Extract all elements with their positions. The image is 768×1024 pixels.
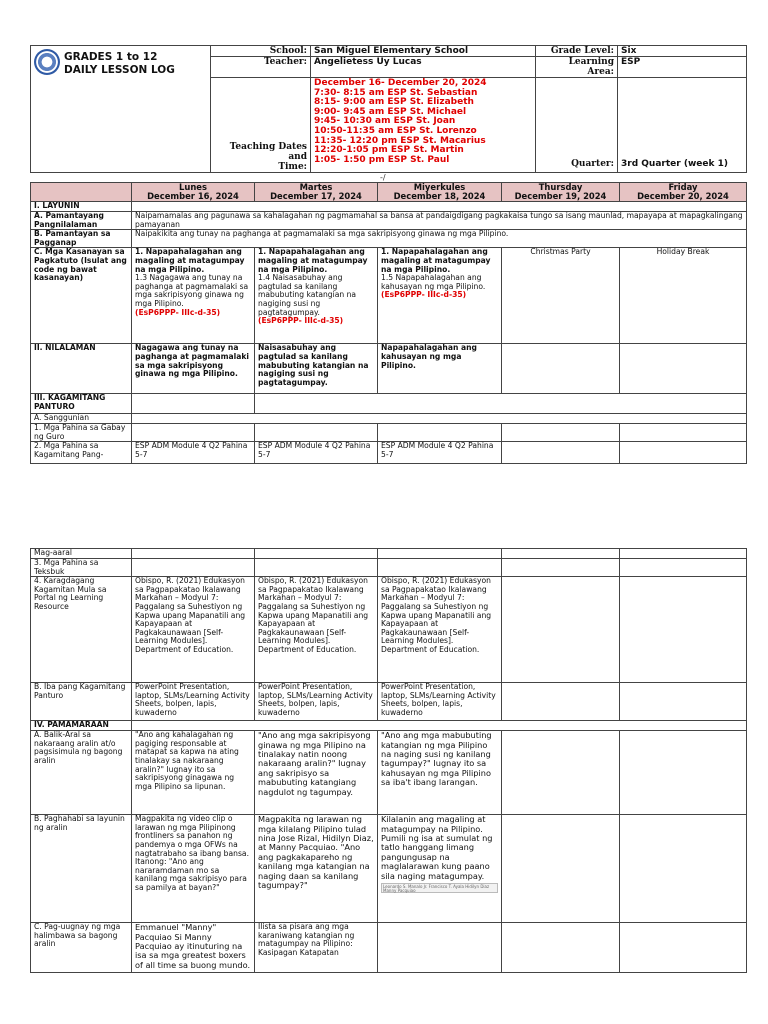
schedule-line: December 16- December 20, 2024 (314, 78, 487, 88)
learning-area-label: Learning Area: (536, 57, 618, 78)
grade-level-value: Six (618, 46, 747, 57)
pamantayang-label: A. Pamantayang Pangnilalaman (31, 212, 132, 230)
doc-title-line2: DAILY LESSON LOG (64, 64, 175, 76)
empty-cell (620, 923, 747, 973)
empty-cell (620, 815, 747, 923)
empty-cell (132, 559, 255, 577)
balik-aral-label: A. Balik-Aral sa nakaraang aralin at/o pagsisimula ng bagong aralin (31, 731, 132, 815)
pamamaraan-label: IV. PAMAMARAAN (31, 721, 132, 731)
paghahabi-label: B. Paghahabi sa layunin ng aralin (31, 815, 132, 923)
day-name: Lunes (179, 182, 207, 192)
empty-cell (255, 423, 378, 441)
empty-cell (502, 423, 620, 441)
day-header-wednesday (378, 183, 502, 202)
section-layunin: I. LAYUNIN (31, 202, 132, 212)
schedule-line: 11:35- 12:20 pm ESP St. Macarius (314, 135, 486, 146)
day-name: Miyerkules (413, 182, 466, 192)
day-date: December 16, 2024 (147, 191, 239, 201)
teacher-value: Angelietess Uy Lucas (311, 57, 536, 78)
schedule-line: 9:00- 9:45 am ESP St. Michael (314, 106, 467, 117)
paguugnay-value: Ilista sa pisara ang mga karaniwang katangian ng matagumpay na Pilipino: Kasipagan Katapatan (255, 923, 378, 973)
empty-cell (502, 344, 620, 394)
kasanayan-label-text: C. Mga Kasanayan sa Pagkatuto (Isulat ang code ng bawat kasanayan) (34, 247, 127, 283)
schedule-line: 8:15- 9:00 am ESP St. Elizabeth (314, 97, 474, 108)
paguugnay-value: Emmanuel "Manny" Pacquiao Si Manny Pacquiao ay itinuturing na isa sa mga greatest boxers of all time sa buong mundo. (132, 923, 255, 973)
schedule-line: 7:30- 8:15 am ESP St. Sebastian (314, 87, 478, 98)
school-label: School: (211, 46, 311, 57)
empty-cell (620, 683, 747, 721)
empty-cell (502, 442, 620, 464)
schedule-line: 10:50-11:35 am ESP St. Lorenzo (314, 125, 477, 136)
empty-cell (255, 394, 747, 414)
iba-value: PowerPoint Presentation, laptop, SLMs/Learning Activity Sheets, bolpen, lapis, kuwaderno (378, 683, 502, 721)
kasanayan-heading: 1. Napapahalagahan ang magaling at matagumpay na mga Pilipino. (381, 247, 491, 274)
empty-cell (132, 721, 747, 731)
competency-code: (EsP6PPP- IIIc-d-35) (381, 290, 467, 300)
kagamitang-label-continued: Mag-aaral (31, 549, 132, 559)
filipino-achievers-thumbnail: Leonardo S. Manalo Jr. Francisco T. Ayala Hidilyn Diaz Manny Pacquiao (381, 883, 498, 893)
kasanayan-heading: 1. Napapahalagahan ang magaling at matagumpay na mga Pilipino. (135, 247, 245, 274)
day-header-monday (132, 183, 255, 202)
paghahabi-value: Magpakita ng video clip o larawan ng mga Pilipinong frontliners sa panahon ng pandemya o mga OFWs na nagtatrabaho sa ibang bansa. Itanong: "Ano ang nararamdaman mo sa kanilang mga sakripisyo para sa pamilya at bayan?" (132, 815, 255, 923)
empty-cell (502, 577, 620, 683)
paghahabi-value: Kilalanin ang magaling at matagumpay na Pilipino. Pumili ng isa at sumulat ng tatlo hanggang limang pangungusap na maglalarawan kung paano sila naging matagumpay. (381, 814, 493, 881)
paguugnay-label: C. Pag-uugnay ng mga halimbawa sa bagong aralin (31, 923, 132, 973)
empty-cell (132, 394, 255, 414)
kasanayan-cell (132, 248, 255, 344)
day-header-thursday (502, 183, 620, 202)
empty-cell (132, 423, 255, 441)
kagamitang-value: ESP ADM Module 4 Q2 Pahina 5-7 (378, 442, 502, 464)
day-date: December 20, 2024 (637, 191, 729, 201)
nilalaman-cell: Napapahalagahan ang kahusayan ng mga Pilipino. (378, 344, 502, 394)
lesson-plan-table (30, 182, 747, 464)
document-title (64, 51, 175, 77)
empty-cell (502, 683, 620, 721)
empty-cell (502, 549, 620, 559)
balik-aral-value: "Ano ang mga sakripisyong ginawa ng mga Pilipino na tinalakay natin noong nakaraang aralin?" Iugnay ang sakripisyo sa mabubuting katangiang nagdulot ng tagumpay. (255, 731, 378, 815)
iba-value: PowerPoint Presentation, laptop, SLMs/Learning Activity Sheets, bolpen, lapis, kuwaderno (132, 683, 255, 721)
school-value: San Miguel Elementary School (311, 46, 536, 57)
karagdagang-value: Obispo, R. (2021) Edukasyon sa Pagpapakatao Ikalawang Markahan – Modyul 7: Paggalang sa Suhestiyon ng Kapwa upang Mapanatili ang Kapayapaan at Pagkakaunawaan [Self-Learning Modules]. Department of Education. (132, 577, 255, 683)
lesson-plan-table-continued (30, 548, 747, 973)
pagganap-label: B. Pamantayan sa Pagganap (31, 230, 132, 248)
empty-cell (378, 923, 502, 973)
empty-cell (132, 414, 747, 424)
kasanayan-cell (620, 248, 747, 344)
kagamitang-value: ESP ADM Module 4 Q2 Pahina 5-7 (255, 442, 378, 464)
iba-value: PowerPoint Presentation, laptop, SLMs/Learning Activity Sheets, bolpen, lapis, kuwaderno (255, 683, 378, 721)
kasanayan-body: 1.4 Naisasabuhay ang pagtulad sa kanilang mabubuting katangian na nagiging susi ng pagtatagumpay. (258, 273, 357, 317)
pagganap-text: Naipakikita ang tunay na paghanga at pagmamalaki sa mga sakripisyong ginawa ng mga Pilipino. (132, 230, 747, 248)
kagamitang-label: 2. Mga Pahina sa Kagamitang Pang- (31, 442, 132, 464)
kagamitang-value: ESP ADM Module 4 Q2 Pahina 5-7 (132, 442, 255, 464)
empty-cell (502, 923, 620, 973)
corner-cell (31, 183, 132, 202)
iba-label: B. Iba pang Kagamitang Panturo (31, 683, 132, 721)
balik-aral-value: "Ano ang mga mabubuting katangian ng mga Pilipino na naging susi ng kanilang tagumpay?" Iugnay ito sa kahusayan ng mga Pilipino sa iba't ibang larangan. (378, 731, 502, 815)
doc-title-line1: GRADES 1 to 12 (64, 51, 158, 63)
kasanayan-cell (378, 248, 502, 344)
header-logo-cell (31, 46, 211, 173)
day-date: December 18, 2024 (393, 191, 486, 201)
schedule-line: 12:20-1:05 pm ESP St. Martin (314, 145, 464, 156)
empty-cell (502, 815, 620, 923)
grade-level-label: Grade Level: (536, 46, 618, 57)
empty-cell (620, 344, 747, 394)
holiday-break-note: Holiday Break (656, 247, 710, 257)
day-header-tuesday (255, 183, 378, 202)
empty-cell (132, 202, 747, 212)
paghahabi-cell (378, 815, 502, 923)
pamantayang-text: Naipamamalas ang pagunawa sa kahalagahan ng pagmamahal sa bansa at pandaigdigang pagkakaisa tungo sa isang maunlad, mapayapa at mapagkalingang pamayanan (132, 212, 747, 230)
karagdagang-value: Obispo, R. (2021) Edukasyon sa Pagpapakatao Ikalawang Markahan – Modyul 7: Paggalang sa Suhestiyon ng Kapwa upang Mapanatili ang Kapayapaan at Pagkakaunawaan [Self-Learning Modules]. Department of Education. (255, 577, 378, 683)
day-header-friday (620, 183, 747, 202)
karagdagang-label: 4. Karagdagang Kagamitan Mula sa Portal ng Learning Resource (31, 577, 132, 683)
empty-cell (620, 559, 747, 577)
day-date: December 17, 2024 (270, 191, 362, 201)
balik-aral-value: "Ano ang kahalagahan ng pagiging responsable at matapat sa kapwa na ating tinalakay sa nakaraang aralin?" Iugnay ito sa sakripisyong ginagawa ng mga Pilipino sa lipunan. (132, 731, 255, 815)
teacher-label: Teacher: (211, 57, 311, 78)
empty-cell (620, 731, 747, 815)
kasanayan-cell (502, 248, 620, 344)
nilalaman-cell: Naisasabuhay ang pagtulad sa kanilang mabubuting katangian na nagiging susi ng pagtatagumpay. (255, 344, 378, 394)
empty-cell (620, 577, 747, 683)
learning-area-value: ESP (618, 57, 747, 78)
kagamitan-label: III. KAGAMITANG PANTURO (31, 394, 132, 414)
day-date: December 19, 2024 (514, 191, 607, 201)
gabay-label: 1. Mga Pahina sa Gabay ng Guro (31, 423, 132, 441)
empty-cell (620, 549, 747, 559)
quarter-value: 3rd Quarter (week 1) (618, 78, 747, 173)
day-name: Thursday (538, 182, 583, 192)
day-name: Friday (668, 182, 698, 192)
nilalaman-label: II. NILALAMAN (31, 344, 132, 394)
kasanayan-cell (255, 248, 378, 344)
empty-cell (620, 442, 747, 464)
schedule-line: 9:45- 10:30 am ESP St. Joan (314, 116, 456, 127)
teaching-dates-label-line1: Teaching Dates and (229, 142, 307, 162)
kasanayan-heading: 1. Napapahalagahan ang magaling at matagumpay na mga Pilipino. (258, 247, 368, 274)
empty-cell (255, 559, 378, 577)
empty-cell (255, 549, 378, 559)
empty-cell (620, 423, 747, 441)
nilalaman-cell: Nagagawa ang tunay na paghanga at pagmamalaki sa mga sakripisyong ginawa ng mga Pilipino. (132, 344, 255, 394)
paghahabi-value: Magpakita ng larawan ng mga kilalang Pilipino tulad nina Jose Rizal, Hidilyn Diaz, at Manny Pacquiao. "Ano ang pagkakapareho ng kanilang mga katangian na naging daan sa kanilang tagumpay?" (255, 815, 378, 923)
teaching-dates-label (211, 78, 311, 173)
competency-code: (EsP6PPP- IIIc-d-35) (135, 307, 221, 317)
header-table (30, 45, 747, 173)
competency-code: (EsP6PPP- IIIc-d-35) (258, 316, 344, 326)
empty-cell (378, 559, 502, 577)
teaching-schedule (311, 78, 536, 173)
quarter-label: Quarter: (536, 78, 618, 173)
kasanayan-body: 1.3 Nagagawa ang tunay na paghanga at pagmamalaki sa mga sakripisyong ginawa ng mga Pilipino. (135, 273, 249, 308)
teksbuk-label: 3. Mga Pahina sa Teksbuk (31, 559, 132, 577)
karagdagang-value: Obispo, R. (2021) Edukasyon sa Pagpapakatao Ikalawang Markahan – Modyul 7: Paggalang sa Suhestiyon ng Kapwa upang Mapanatili ang Kapayapaan at Pagkakaunawaan [Self-Learning Modules]. Department of Education. (378, 577, 502, 683)
sanggunian-label: A. Sanggunian (31, 414, 132, 424)
christmas-party-note: Christmas Party (530, 247, 591, 257)
empty-cell (378, 423, 502, 441)
deped-seal-icon (34, 49, 60, 75)
teaching-dates-label-line2: Time: (278, 162, 307, 172)
empty-cell (502, 559, 620, 577)
tick-mark: -/ (380, 173, 386, 182)
kasanayan-label (31, 248, 132, 344)
kasanayan-body: 1.5 Napapahalagahan ang kahusayan ng mga Pilipino. (381, 273, 486, 291)
empty-cell (502, 731, 620, 815)
schedule-line: 1:05- 1:50 pm ESP St. Paul (314, 154, 450, 165)
day-name: Martes (299, 182, 333, 192)
empty-cell (378, 549, 502, 559)
empty-cell (132, 549, 255, 559)
